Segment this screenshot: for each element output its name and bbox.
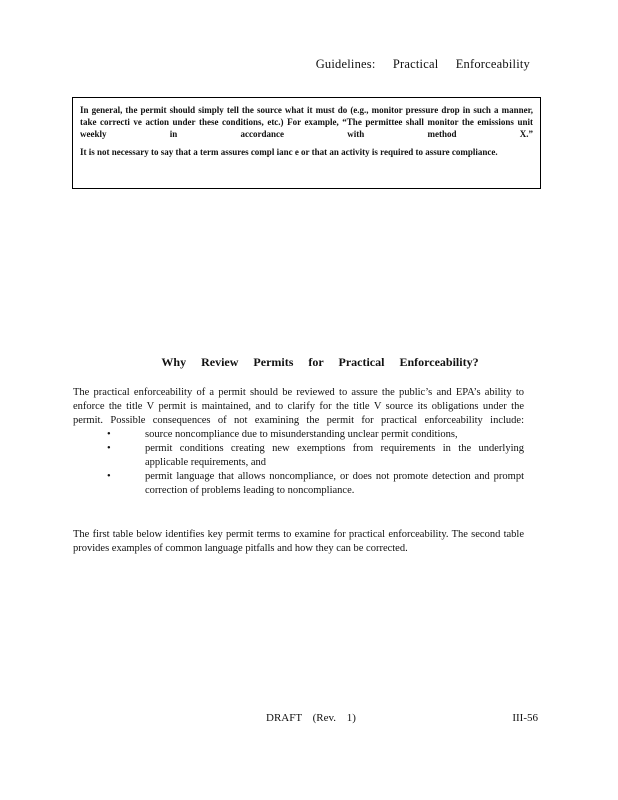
bullet-icon: • xyxy=(107,443,111,454)
section-title: Why Review Permits for Practical Enforceability? xyxy=(161,355,479,369)
list-item-text: permit language that allows noncompliance, or does not promote detection and prompt correction of problems leading to noncompliance. xyxy=(145,471,524,496)
list-item-text: permit conditions creating new exemptions from requirements in the underlying applicable requirements, and xyxy=(145,443,524,468)
callout-paragraph-2: It is not necessary to say that a term assures compl ianc e or that an activity is required to assure compliance. xyxy=(80,147,498,157)
list-item xyxy=(73,470,524,498)
bullet-icon: • xyxy=(107,471,111,482)
intro-section xyxy=(73,386,524,498)
closing-paragraph: The first table below identifies key permit terms to examine for practical enforceability. The second table provides examples of common language pitfalls and how they can be corrected. xyxy=(73,529,524,554)
intro-paragraph: The practical enforceability of a permit should be reviewed to assure the public’s and EPA’s ability to enforce the title V permit is maintained, and to clarify for the title V source its obligations under the permit. Possible consequences of not examining the permit for practical enforceability include: xyxy=(73,387,524,426)
footer-page-number: III-56 xyxy=(512,712,538,724)
callout-paragraph-1: In general, the permit should simply tell the source what it must do (e.g., monitor pressure drop in such a manner, take correcti ve action under these conditions, etc.) For example, “The permittee shall monitor the emissions unit weekly in accordance with method X.” xyxy=(80,105,533,139)
footer-draft-label: DRAFT (Rev. 1) xyxy=(266,712,356,724)
list-item xyxy=(73,428,524,442)
page-header-title: Guidelines: Practical Enforceability xyxy=(315,57,530,71)
list-item-text: source noncompliance due to misunderstanding unclear permit conditions, xyxy=(145,429,458,440)
list-item xyxy=(73,442,524,470)
consequences-list xyxy=(73,428,524,498)
bullet-icon: • xyxy=(107,429,111,440)
guidance-callout-box xyxy=(72,97,541,189)
